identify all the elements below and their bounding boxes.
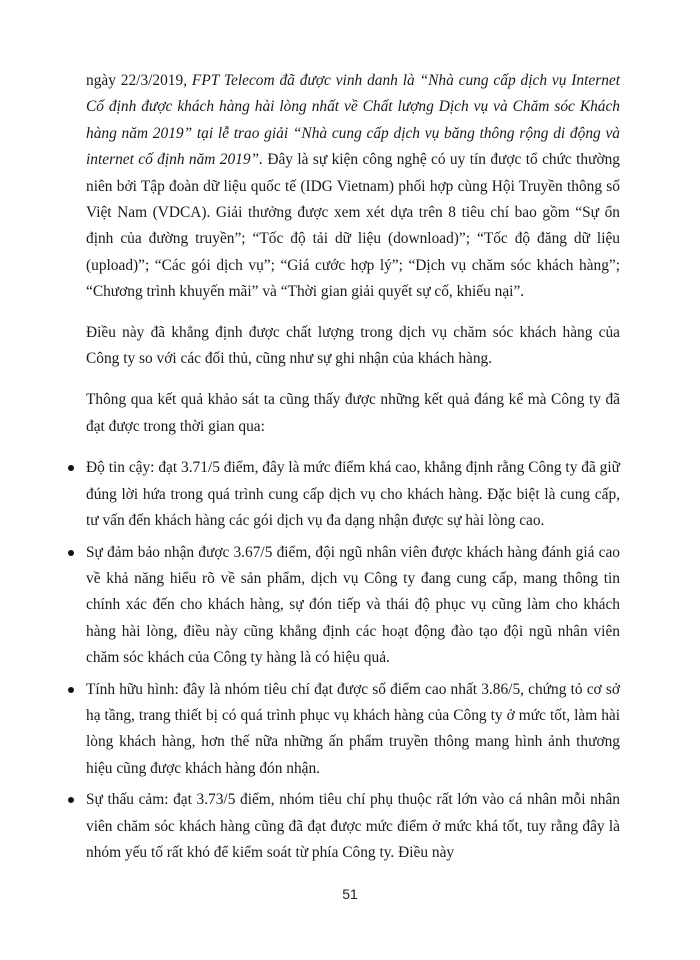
paragraph-affirmation: Điều này đã khẳng định được chất lượng trong dịch vụ chăm sóc khách hàng của Công ty so với các đối thủ, cũng như sự ghi nhận của khách hàng.: [86, 323, 620, 368]
bullet-text: Sự thấu cảm: đạt 3.73/5 điểm, nhóm tiêu chí phụ thuộc rất lớn vào cá nhân mỗi nhân viên chăm sóc khách hàng cũng đã đạt được mức điểm ở mức khá tốt, tuy rằng đây là nhóm yếu tố rất khó để kiểm soát từ phía Công ty. Điều này: [86, 791, 620, 861]
paragraph-award: [86, 68, 620, 306]
page-body: [86, 68, 620, 871]
list-item: [64, 540, 620, 672]
bullet-text: Độ tin cậy: đạt 3.71/5 điểm, đây là mức điểm khá cao, khẳng định rằng Công ty đã giữ đúng lời hứa trong quá trình cung cấp dịch vụ cho khách hàng. Đặc biệt là cung cấp, tư vấn đến khách hàng các gói dịch vụ đa dạng nhận được sự hài lòng cao.: [86, 459, 620, 530]
paragraph-survey-intro: Thông qua kết quả khảo sát ta cũng thấy được những kết quả đáng kể mà Công ty đã đạt được trong thời gian qua:: [86, 391, 620, 435]
bullet-dot-icon: [64, 787, 86, 813]
paragraph-award-date: ngày 22/3/2019,: [86, 72, 192, 89]
list-item: [64, 677, 620, 783]
bullet-dot-icon: [64, 455, 86, 481]
bullet-text: Tính hữu hình: đây là nhóm tiêu chí đạt được số điểm cao nhất 3.86/5, chứng tỏ cơ sở hạ tầng, trang thiết bị có quá trình phục vụ khách hàng của Công ty ở mức tốt, làm hài lòng khách hàng, hơn thế nữa những ấn phẩm truyền thông mang hình ảnh thương hiệu cũng được khách hàng đón nhận.: [86, 680, 620, 777]
bullet-text: Sự đảm bảo nhận được 3.67/5 điểm, đội ngũ nhân viên được khách hàng đánh giá cao về khả năng hiểu rõ về sản phẩm, dịch vụ Công ty đang cung cấp, mang thông tin chính xác đến cho khách hàng, sự đón tiếp và thái độ phục vụ cũng làm cho khách hàng hài lòng, điều này cũng khẳng định các hoạt động đào tạo đội ngũ nhân viên chăm sóc khách của Công ty hàng là có hiệu quả.: [86, 543, 620, 667]
list-item: [64, 787, 620, 866]
bullet-list: [64, 455, 620, 866]
paragraph-award-italic: FPT Telecom đã được vinh danh là “Nhà cung cấp dịch vụ Internet Cố định được khách hàng hài lòng nhất về Chất lượng Dịch vụ và Chăm sóc Khách hàng năm 2019” tại lễ trao giải “Nhà cung cấp dịch vụ băng thông rộng di động và internet cố định năm 2019”.: [86, 72, 620, 169]
list-item: [64, 455, 620, 534]
paragraph-award-rest: Đây là sự kiện công nghệ có uy tín được tổ chức thường niên bởi Tập đoàn dữ liệu quốc tế (IDG Vietnam) phối hợp cùng Hội Truyền thông số Việt Nam (VDCA). Giải thưởng được xem xét dựa trên 8 tiêu chí bao gồm “Sự ổn định của đường truyền”; “Tốc độ tải dữ liệu (download)”; “Tốc độ đăng dữ liệu (upload)”; “Các gói dịch vụ”; “Giá cước hợp lý”; “Dịch vụ chăm sóc khách hàng”; “Chương trình khuyến mãi” và “Thời gian giải quyết sự cố, khiếu nại”.: [86, 151, 620, 301]
bullet-dot-icon: [64, 540, 86, 566]
bullet-dot-icon: [64, 677, 86, 703]
page-number: 51: [342, 886, 358, 902]
